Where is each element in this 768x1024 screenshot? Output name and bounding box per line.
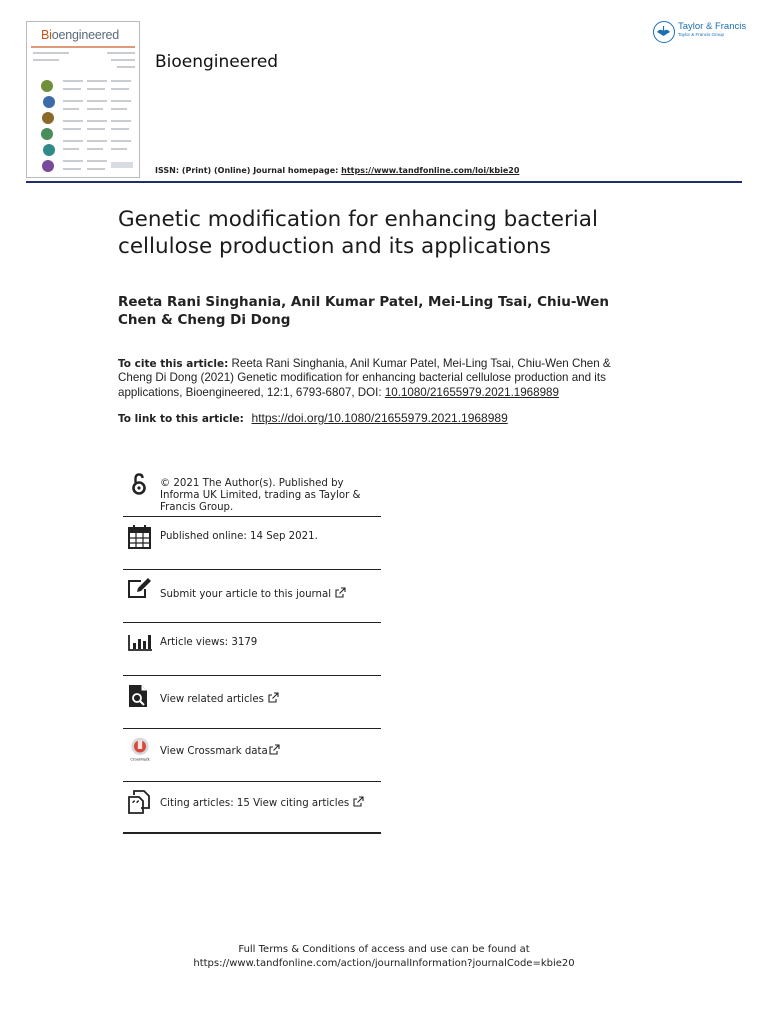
article-views-text: Article views: 3179 xyxy=(160,637,258,648)
citing-articles-link[interactable]: Citing articles: 15 View citing articles xyxy=(160,796,364,810)
cover-text-line xyxy=(87,80,107,82)
divider xyxy=(123,622,381,623)
article-doi-link[interactable]: https://doi.org/10.1080/21655979.2021.1968989 xyxy=(251,411,508,425)
cover-text-line xyxy=(87,128,105,130)
cover-text-line xyxy=(111,120,131,122)
cover-text-line xyxy=(111,128,129,130)
journal-name: Bioengineered xyxy=(155,52,279,72)
article-authors: Reeta Rani Singhania, Anil Kumar Patel, Mei-Ling Tsai, Chiu-Wen Chen & Cheng Di Dong xyxy=(118,294,609,328)
cover-text-line xyxy=(111,80,131,82)
external-link-icon xyxy=(269,744,280,755)
cover-text-line xyxy=(63,88,81,90)
cover-graphic xyxy=(43,96,55,108)
cover-graphic xyxy=(42,160,54,172)
cover-text-line xyxy=(87,168,105,170)
citation-doi-link[interactable]: 10.1080/21655979.2021.1968989 xyxy=(384,385,559,399)
article-views-row xyxy=(123,630,381,670)
cover-text-line xyxy=(87,148,103,150)
divider xyxy=(123,728,381,729)
cover-text-line xyxy=(63,80,83,82)
citation-block xyxy=(118,357,648,400)
journal-homepage-link[interactable]: https://www.tandfonline.com/loi/kbie20 xyxy=(341,166,520,175)
cover-text-line xyxy=(63,108,79,110)
divider xyxy=(123,675,381,676)
citing-articles-row[interactable] xyxy=(123,789,381,829)
cover-text-line xyxy=(111,140,131,142)
article-title: Genetic modification for enhancing bacterial cellulose production and its applications xyxy=(118,207,598,259)
related-articles-link[interactable]: View related articles xyxy=(160,692,279,706)
cover-graphic xyxy=(43,144,55,156)
edit-icon xyxy=(127,577,153,603)
citing-icon xyxy=(127,789,153,815)
taylor-francis-icon xyxy=(653,21,675,43)
cover-text-line xyxy=(87,88,105,90)
related-articles-row[interactable] xyxy=(123,683,381,723)
cover-text-line xyxy=(63,128,81,130)
issn-text: ISSN: (Print) (Online) Journal homepage: xyxy=(155,166,342,175)
cover-text-line xyxy=(63,140,83,142)
published-date-text: Published online: 14 Sep 2021. xyxy=(160,531,318,542)
cover-text-line xyxy=(63,168,81,170)
cover-graphic xyxy=(42,112,54,124)
bar-chart-icon xyxy=(127,630,153,656)
license-text: © 2021 The Author(s). Published by Informa UK Limited, trading as Taylor & Francis Group. xyxy=(160,478,361,513)
cover-graphic xyxy=(41,80,53,92)
divider xyxy=(123,516,381,517)
cover-text-line xyxy=(111,108,127,110)
cover-o: o xyxy=(51,28,59,42)
cover-text-line xyxy=(87,100,107,102)
crossmark-caption: CrossMark xyxy=(130,757,150,762)
footer xyxy=(0,943,768,971)
cover-text-line xyxy=(63,120,83,122)
cover-text-line xyxy=(33,52,69,54)
cover-text-line xyxy=(87,108,103,110)
divider xyxy=(123,569,381,570)
cover-text-line xyxy=(87,120,107,122)
license-row xyxy=(123,472,381,516)
cover-text-line xyxy=(111,100,131,102)
cover-text-line xyxy=(87,140,107,142)
search-document-icon xyxy=(127,683,153,709)
publisher-name: Taylor & Francis xyxy=(678,21,747,32)
journal-cover xyxy=(26,21,140,178)
cover-text-line xyxy=(33,59,59,61)
citation-text: Reeta Rani Singhania, Anil Kumar Patel, Mei-Ling Tsai, Chiu-Wen Chen & Cheng Di Dong (2021) Genetic modification for enhancing bacterial cellulose production and its applications, Bioengineered, 12:1, 6793-6807, DOI: xyxy=(118,357,611,399)
article-link-line xyxy=(118,411,508,425)
external-link-icon xyxy=(353,796,364,807)
cover-rule xyxy=(31,46,135,48)
issn-line xyxy=(155,166,519,175)
calendar-icon xyxy=(127,524,153,550)
cover-title: Bioengineered xyxy=(41,28,120,42)
header-rule xyxy=(26,181,742,183)
crossmark-row[interactable] xyxy=(123,736,381,776)
published-row xyxy=(123,524,381,564)
cover-text-line xyxy=(87,160,107,162)
publisher-logo[interactable] xyxy=(653,21,746,43)
cover-text-line xyxy=(111,59,135,61)
cover-text-line xyxy=(63,148,79,150)
submit-article-row[interactable] xyxy=(123,577,381,617)
cover-text-line xyxy=(63,100,83,102)
cover-text-line xyxy=(111,148,127,150)
cover-text-line xyxy=(117,66,135,68)
divider xyxy=(123,781,381,782)
crossmark-icon xyxy=(127,736,153,762)
external-link-icon xyxy=(268,692,279,703)
cover-text-line xyxy=(63,160,83,162)
publisher-group: Taylor & Francis Group xyxy=(678,32,725,37)
footer-terms-text: Full Terms & Conditions of access and use can be found at xyxy=(238,944,530,955)
open-access-icon xyxy=(127,472,153,498)
external-link-icon xyxy=(335,587,346,598)
cover-text-line xyxy=(111,88,129,90)
citation-label: To cite this article: xyxy=(118,358,229,370)
cover-text-line xyxy=(107,52,135,54)
cover-graphic xyxy=(41,128,53,140)
cover-box xyxy=(111,162,133,168)
submit-article-link[interactable]: Submit your article to this journal xyxy=(160,587,346,601)
footer-terms-link[interactable]: https://www.tandfonline.com/action/journalInformation?journalCode=kbie20 xyxy=(193,958,575,969)
crossmark-link[interactable]: View Crossmark data xyxy=(160,744,280,758)
divider xyxy=(123,832,381,834)
link-label: To link to this article: xyxy=(118,413,248,425)
